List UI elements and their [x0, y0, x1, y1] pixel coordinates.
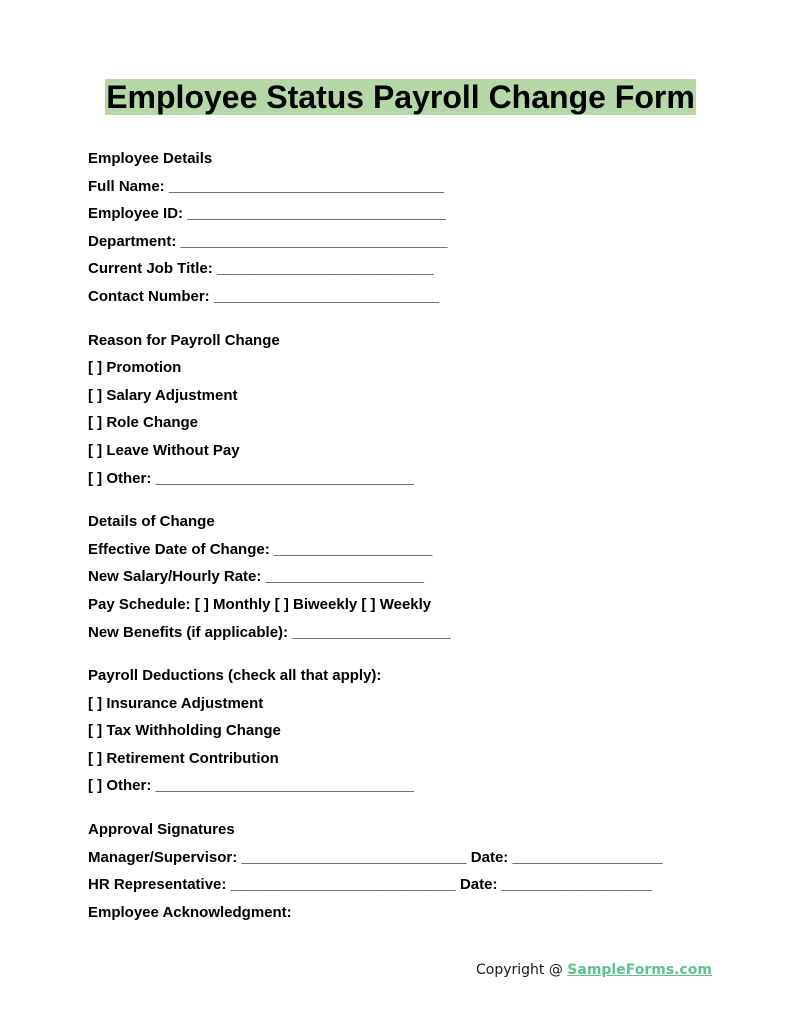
form-body: [88, 145, 728, 942]
promotion-checkbox[interactable]: [ ] Promotion: [88, 359, 182, 377]
section-heading: Reason for Payroll Change: [88, 331, 280, 349]
new-salary-field[interactable]: New Salary/Hourly Rate: ___________________: [88, 568, 425, 586]
tax-withholding-checkbox[interactable]: [ ] Tax Withholding Change: [88, 722, 281, 740]
title-wrapper: [0, 79, 801, 115]
section-reason: [88, 327, 728, 493]
retirement-contribution-checkbox[interactable]: [ ] Retirement Contribution: [88, 749, 279, 767]
copyright-footer: [476, 960, 712, 980]
other-deduction-field[interactable]: [ ] Other: _______________________________: [88, 777, 415, 795]
section-deductions: [88, 662, 728, 800]
hr-signature-field[interactable]: HR Representative: ___________________________ Date: __________________: [88, 876, 652, 894]
employee-id-field[interactable]: Employee ID: _______________________________: [88, 205, 446, 223]
employee-acknowledgment-label: Employee Acknowledgment:: [88, 903, 292, 921]
full-name-field[interactable]: Full Name: _________________________________: [88, 177, 445, 195]
other-reason-field[interactable]: [ ] Other: _______________________________: [88, 469, 415, 487]
department-field[interactable]: Department: ________________________________: [88, 232, 448, 250]
role-change-checkbox[interactable]: [ ] Role Change: [88, 414, 199, 432]
pay-schedule-options[interactable]: Pay Schedule: [ ] Monthly [ ] Biweekly [ ] Weekly: [88, 595, 432, 613]
manager-signature-field[interactable]: Manager/Supervisor: ___________________________ Date: __________________: [88, 848, 663, 866]
sampleforms-link[interactable]: SampleForms.com: [567, 962, 712, 978]
leave-without-pay-checkbox[interactable]: [ ] Leave Without Pay: [88, 441, 240, 459]
contact-number-field[interactable]: Contact Number: ___________________________: [88, 287, 440, 305]
section-employee-details: [88, 145, 728, 311]
job-title-field[interactable]: Current Job Title: __________________________: [88, 260, 434, 278]
copyright-text: Copyright @: [475, 962, 568, 978]
section-details-of-change: [88, 508, 728, 646]
insurance-adjustment-checkbox[interactable]: [ ] Insurance Adjustment: [88, 694, 264, 712]
effective-date-field[interactable]: Effective Date of Change: ___________________: [88, 540, 433, 558]
new-benefits-field[interactable]: New Benefits (if applicable): ___________________: [88, 623, 451, 641]
salary-adjustment-checkbox[interactable]: [ ] Salary Adjustment: [88, 386, 238, 404]
section-heading: Approval Signatures: [88, 821, 235, 839]
section-heading: Employee Details: [88, 150, 213, 167]
section-approval: [88, 816, 728, 926]
page-title: Employee Status Payroll Change Form: [106, 79, 695, 115]
section-heading: Payroll Deductions (check all that apply):: [88, 667, 382, 685]
section-heading: Details of Change: [88, 513, 215, 531]
